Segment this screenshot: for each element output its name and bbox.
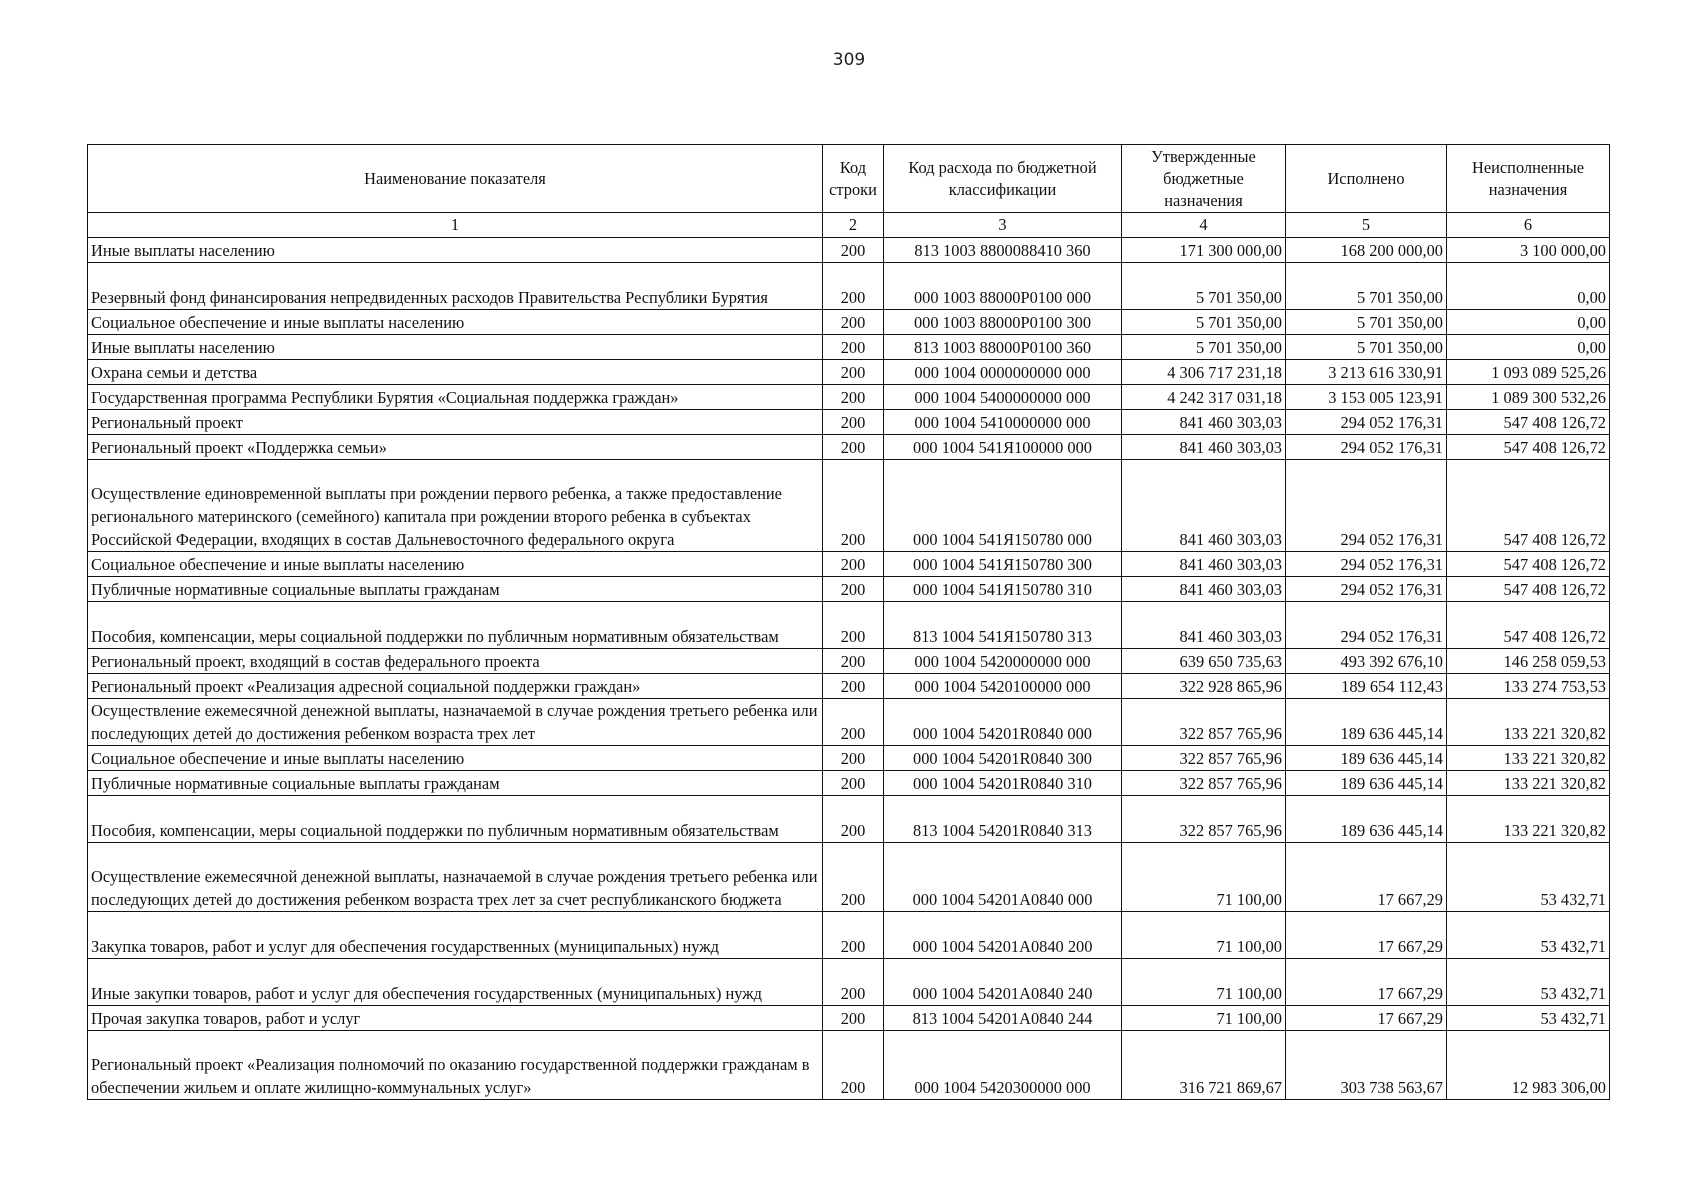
table-row [88, 360, 1610, 385]
row-executed: 189 636 445,14 [1286, 746, 1447, 771]
row-executed: 189 636 445,14 [1286, 771, 1447, 796]
row-approved: 71 100,00 [1122, 843, 1286, 912]
row-line-code: 200 [823, 959, 884, 1006]
row-line-code: 200 [823, 771, 884, 796]
row-unexecuted: 547 408 126,72 [1447, 552, 1610, 577]
table-row [88, 649, 1610, 674]
row-approved: 171 300 000,00 [1122, 238, 1286, 263]
row-name: Охрана семьи и детства [88, 360, 823, 385]
row-name: Социальное обеспечение и иные выплаты населению [88, 746, 823, 771]
row-approved: 5 701 350,00 [1122, 263, 1286, 310]
row-approved: 322 857 765,96 [1122, 771, 1286, 796]
page-number: 309 [832, 50, 866, 70]
column-number: 6 [1447, 213, 1610, 238]
row-budget-code: 813 1004 54201А0840 244 [884, 1006, 1122, 1031]
row-unexecuted: 133 274 753,53 [1447, 674, 1610, 699]
row-approved: 316 721 869,67 [1122, 1031, 1286, 1100]
row-unexecuted: 547 408 126,72 [1447, 410, 1610, 435]
budget-execution-table [87, 144, 1610, 1100]
row-budget-code: 000 1004 5420100000 000 [884, 674, 1122, 699]
row-line-code: 200 [823, 1031, 884, 1100]
row-approved: 5 701 350,00 [1122, 335, 1286, 360]
row-executed: 17 667,29 [1286, 843, 1447, 912]
row-line-code: 200 [823, 602, 884, 649]
row-unexecuted: 1 093 089 525,26 [1447, 360, 1610, 385]
row-executed: 294 052 176,31 [1286, 410, 1447, 435]
row-approved: 841 460 303,03 [1122, 410, 1286, 435]
row-name: Закупка товаров, работ и услуг для обеспечения государственных (муниципальных) нужд [88, 912, 823, 959]
row-executed: 294 052 176,31 [1286, 577, 1447, 602]
row-budget-code: 000 1004 5410000000 000 [884, 410, 1122, 435]
row-line-code: 200 [823, 1006, 884, 1031]
table-row [88, 577, 1610, 602]
row-approved: 71 100,00 [1122, 1006, 1286, 1031]
row-executed: 189 636 445,14 [1286, 699, 1447, 746]
header-indicator-name: Наименование показателя [88, 145, 823, 213]
row-executed: 303 738 563,67 [1286, 1031, 1447, 1100]
row-name: Осуществление единовременной выплаты при рождении первого ребенка, а также предоставление регионального материнского (семейного) капитала при рождении второго ребенка в субъектах Российской Федерации, входящих в состав Дальневосточного федерального округа [88, 460, 823, 552]
row-budget-code: 000 1004 541Я150780 310 [884, 577, 1122, 602]
row-name: Резервный фонд финансирования непредвиденных расходов Правительства Республики Бурятия [88, 263, 823, 310]
row-budget-code: 000 1004 5420300000 000 [884, 1031, 1122, 1100]
table-row [88, 263, 1610, 310]
row-unexecuted: 133 221 320,82 [1447, 771, 1610, 796]
row-executed: 5 701 350,00 [1286, 263, 1447, 310]
table-row [88, 746, 1610, 771]
row-line-code: 200 [823, 649, 884, 674]
row-approved: 841 460 303,03 [1122, 577, 1286, 602]
row-unexecuted: 547 408 126,72 [1447, 460, 1610, 552]
table-row [88, 912, 1610, 959]
row-approved: 5 701 350,00 [1122, 310, 1286, 335]
header-line-code: Код строки [823, 145, 884, 213]
row-name: Региональный проект, входящий в состав федерального проекта [88, 649, 823, 674]
column-number: 4 [1122, 213, 1286, 238]
row-approved: 71 100,00 [1122, 959, 1286, 1006]
column-number: 2 [823, 213, 884, 238]
row-line-code: 200 [823, 360, 884, 385]
table-row [88, 959, 1610, 1006]
header-budget-code: Код расхода по бюджетной классификации [884, 145, 1122, 213]
table-row [88, 310, 1610, 335]
row-line-code: 200 [823, 410, 884, 435]
row-budget-code: 000 1004 5400000000 000 [884, 385, 1122, 410]
row-name: Пособия, компенсации, меры социальной поддержки по публичным нормативным обязательствам [88, 796, 823, 843]
row-budget-code: 000 1004 54201R0840 310 [884, 771, 1122, 796]
row-approved: 4 242 317 031,18 [1122, 385, 1286, 410]
row-line-code: 200 [823, 552, 884, 577]
row-name: Региональный проект «Реализация адресной социальной поддержки граждан» [88, 674, 823, 699]
table-row [88, 410, 1610, 435]
row-executed: 3 153 005 123,91 [1286, 385, 1447, 410]
column-number: 1 [88, 213, 823, 238]
row-line-code: 200 [823, 577, 884, 602]
row-approved: 322 857 765,96 [1122, 746, 1286, 771]
row-unexecuted: 3 100 000,00 [1447, 238, 1610, 263]
row-name: Иные закупки товаров, работ и услуг для обеспечения государственных (муниципальных) нужд [88, 959, 823, 1006]
row-name: Региональный проект «Поддержка семьи» [88, 435, 823, 460]
row-name: Региональный проект [88, 410, 823, 435]
row-executed: 294 052 176,31 [1286, 602, 1447, 649]
row-line-code: 200 [823, 335, 884, 360]
row-budget-code: 000 1004 0000000000 000 [884, 360, 1122, 385]
row-line-code: 200 [823, 674, 884, 699]
row-executed: 493 392 676,10 [1286, 649, 1447, 674]
row-unexecuted: 547 408 126,72 [1447, 435, 1610, 460]
row-unexecuted: 133 221 320,82 [1447, 699, 1610, 746]
table-row [88, 1031, 1610, 1100]
row-executed: 3 213 616 330,91 [1286, 360, 1447, 385]
column-number-row [88, 213, 1610, 238]
row-unexecuted: 133 221 320,82 [1447, 796, 1610, 843]
row-budget-code: 000 1004 54201А0840 200 [884, 912, 1122, 959]
row-approved: 841 460 303,03 [1122, 435, 1286, 460]
row-line-code: 200 [823, 912, 884, 959]
row-name: Осуществление ежемесячной денежной выплаты, назначаемой в случае рождения третьего ребенка или последующих детей до достижения ребенком возраста трех лет за счет республиканского бюджета [88, 843, 823, 912]
row-budget-code: 000 1003 88000Р0100 000 [884, 263, 1122, 310]
row-budget-code: 000 1004 541Я100000 000 [884, 435, 1122, 460]
row-budget-code: 813 1003 8800088410 360 [884, 238, 1122, 263]
row-name: Осуществление ежемесячной денежной выплаты, назначаемой в случае рождения третьего ребенка или последующих детей до достижения ребенком возраста трех лет [88, 699, 823, 746]
row-line-code: 200 [823, 796, 884, 843]
row-name: Государственная программа Республики Бурятия «Социальная поддержка граждан» [88, 385, 823, 410]
row-unexecuted: 53 432,71 [1447, 843, 1610, 912]
row-executed: 294 052 176,31 [1286, 460, 1447, 552]
row-line-code: 200 [823, 263, 884, 310]
row-executed: 189 636 445,14 [1286, 796, 1447, 843]
column-number: 5 [1286, 213, 1447, 238]
row-unexecuted: 0,00 [1447, 310, 1610, 335]
row-budget-code: 000 1004 54201R0840 000 [884, 699, 1122, 746]
row-executed: 5 701 350,00 [1286, 310, 1447, 335]
row-budget-code: 000 1004 54201R0840 300 [884, 746, 1122, 771]
row-line-code: 200 [823, 699, 884, 746]
table-row [88, 238, 1610, 263]
row-unexecuted: 133 221 320,82 [1447, 746, 1610, 771]
row-name: Социальное обеспечение и иные выплаты населению [88, 552, 823, 577]
table-row [88, 552, 1610, 577]
table-row [88, 674, 1610, 699]
row-approved: 322 928 865,96 [1122, 674, 1286, 699]
row-line-code: 200 [823, 385, 884, 410]
row-unexecuted: 53 432,71 [1447, 1006, 1610, 1031]
row-name: Социальное обеспечение и иные выплаты населению [88, 310, 823, 335]
table-row [88, 385, 1610, 410]
table-body [88, 238, 1610, 1100]
row-approved: 639 650 735,63 [1122, 649, 1286, 674]
row-budget-code: 000 1004 54201А0840 240 [884, 959, 1122, 1006]
row-line-code: 200 [823, 435, 884, 460]
row-executed: 168 200 000,00 [1286, 238, 1447, 263]
header-approved: Утвержденные бюджетные назначения [1122, 145, 1286, 213]
row-executed: 294 052 176,31 [1286, 552, 1447, 577]
row-budget-code: 813 1004 54201R0840 313 [884, 796, 1122, 843]
row-unexecuted: 12 983 306,00 [1447, 1031, 1610, 1100]
table-row [88, 796, 1610, 843]
row-budget-code: 000 1004 5420000000 000 [884, 649, 1122, 674]
row-line-code: 200 [823, 460, 884, 552]
row-name: Прочая закупка товаров, работ и услуг [88, 1006, 823, 1031]
row-executed: 17 667,29 [1286, 1006, 1447, 1031]
row-executed: 5 701 350,00 [1286, 335, 1447, 360]
table-row [88, 435, 1610, 460]
row-approved: 322 857 765,96 [1122, 699, 1286, 746]
row-approved: 841 460 303,03 [1122, 602, 1286, 649]
table-row [88, 843, 1610, 912]
row-approved: 841 460 303,03 [1122, 460, 1286, 552]
row-line-code: 200 [823, 843, 884, 912]
row-line-code: 200 [823, 746, 884, 771]
row-budget-code: 000 1004 54201А0840 000 [884, 843, 1122, 912]
row-name: Публичные нормативные социальные выплаты гражданам [88, 577, 823, 602]
table-row [88, 1006, 1610, 1031]
row-line-code: 200 [823, 310, 884, 335]
row-budget-code: 000 1004 541Я150780 000 [884, 460, 1122, 552]
row-unexecuted: 146 258 059,53 [1447, 649, 1610, 674]
row-approved: 322 857 765,96 [1122, 796, 1286, 843]
row-approved: 841 460 303,03 [1122, 552, 1286, 577]
table-header-row [88, 145, 1610, 213]
row-unexecuted: 0,00 [1447, 263, 1610, 310]
table-row [88, 335, 1610, 360]
row-executed: 294 052 176,31 [1286, 435, 1447, 460]
row-budget-code: 813 1003 88000Р0100 360 [884, 335, 1122, 360]
row-unexecuted: 1 089 300 532,26 [1447, 385, 1610, 410]
row-name: Региональный проект «Реализация полномочий по оказанию государственной поддержки гражданам в обеспечении жильем и оплате жилищно-коммунальных услуг» [88, 1031, 823, 1100]
row-executed: 17 667,29 [1286, 959, 1447, 1006]
row-unexecuted: 547 408 126,72 [1447, 577, 1610, 602]
row-line-code: 200 [823, 238, 884, 263]
row-budget-code: 000 1004 541Я150780 300 [884, 552, 1122, 577]
table-row [88, 460, 1610, 552]
row-executed: 17 667,29 [1286, 912, 1447, 959]
table-row [88, 699, 1610, 746]
table-row [88, 602, 1610, 649]
header-executed: Исполнено [1286, 145, 1447, 213]
row-unexecuted: 547 408 126,72 [1447, 602, 1610, 649]
row-name: Пособия, компенсации, меры социальной поддержки по публичным нормативным обязательствам [88, 602, 823, 649]
row-approved: 71 100,00 [1122, 912, 1286, 959]
row-name: Иные выплаты населению [88, 238, 823, 263]
column-number: 3 [884, 213, 1122, 238]
table-row [88, 771, 1610, 796]
row-name: Публичные нормативные социальные выплаты гражданам [88, 771, 823, 796]
row-unexecuted: 53 432,71 [1447, 959, 1610, 1006]
row-budget-code: 813 1004 541Я150780 313 [884, 602, 1122, 649]
row-executed: 189 654 112,43 [1286, 674, 1447, 699]
row-unexecuted: 53 432,71 [1447, 912, 1610, 959]
row-approved: 4 306 717 231,18 [1122, 360, 1286, 385]
row-unexecuted: 0,00 [1447, 335, 1610, 360]
row-name: Иные выплаты населению [88, 335, 823, 360]
header-unexecuted: Неисполненные назначения [1447, 145, 1610, 213]
row-budget-code: 000 1003 88000Р0100 300 [884, 310, 1122, 335]
